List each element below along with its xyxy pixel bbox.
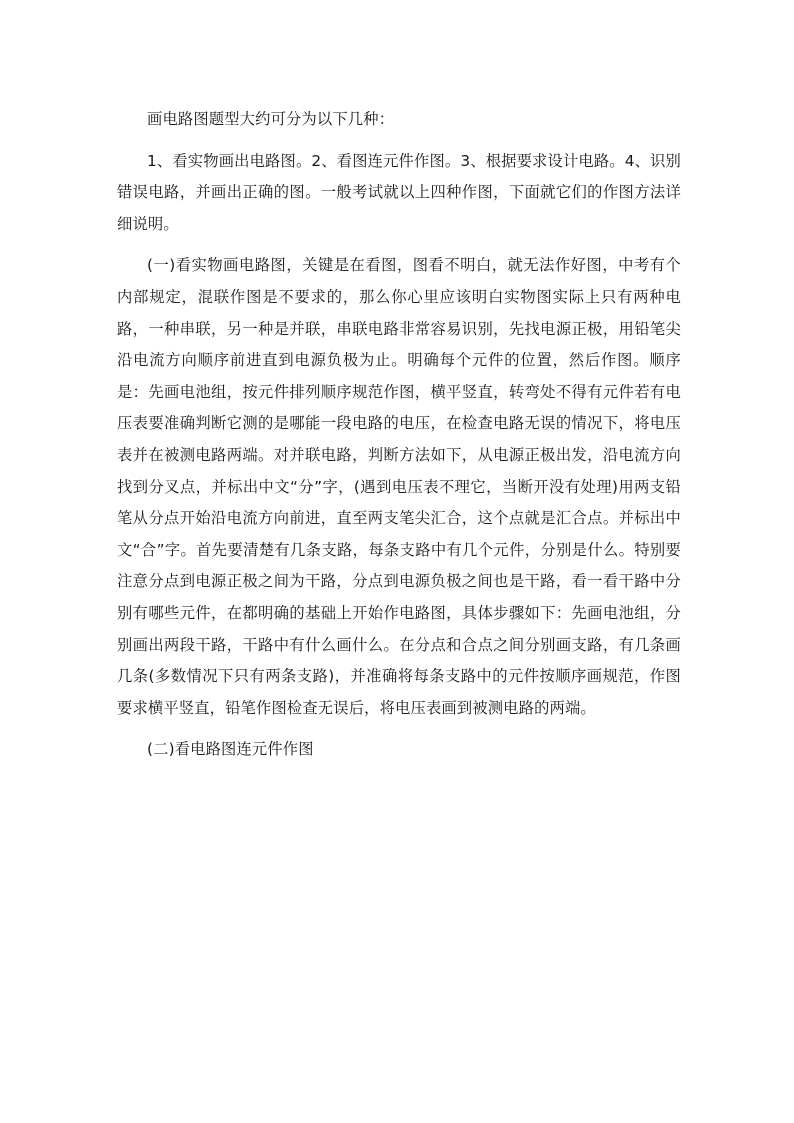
paragraph-intro: 画电路图题型大约可分为以下几种： bbox=[147, 110, 395, 128]
paragraph-section-one: (一)看实物画电路图，关键是在看图，图看不明白，就无法作好图，中考有个内部规定，混联作图是不要求的，那么你心里应该明白实物图实际上只有两种电路，一种串联，另一种是并联，串联电路非常容易识别，先找电源正极，用铅笔尖沿电流方向顺序前进直到电源负极为止。明确每个元件的位置，然后作图。顺序是：先画电池组，按元件排列顺序规范作图，横平竖直，转弯处不得有元件若有电压表要准确判断它测的是哪能一段电路的电压，在检查电路无误的情况下，将电压表并在被测电路两端。对并联电路，判断方法如下，从电源正极出发，沿电流方向找到分叉点，并标出中文“分”字，(遇到电压表不理它，当断开没有处理)用两支铅笔从分点开始沿电流方向前进，直至两支笔尖汇合，这个点就是汇合点。并标出中文“合”字。首先要清楚有几条支路，每条支路中有几个元件，分别是什么。特别要注意分点到电源正极之间为干路，分点到电源负极之间也是干路，看一看干路中分别有哪些元件，在都明确的基础上开始作电路图，具体步骤如下：先画电池组，分别画出两段干路，干路中有什么画什么。在分点和合点之间分别画支路，有几条画几条(多数情况下只有两条支路)，并准确将每条支路中的元件按顺序画规范，作图要求横平竖直，铅笔作图检查无误后，将电压表画到被测电路的两端。 bbox=[117, 256, 681, 717]
paragraph-question-types: 1、看实物画出电路图。2、看图连元件作图。3、根据要求设计电路。4、识别错误电路，并画出正确的图。一般考试就以上四种作图，下面就它们的作图方法详细说明。 bbox=[117, 151, 681, 233]
paragraph-section-two-heading: (二)看电路图连元件作图 bbox=[147, 740, 314, 759]
document-body bbox=[117, 104, 681, 766]
